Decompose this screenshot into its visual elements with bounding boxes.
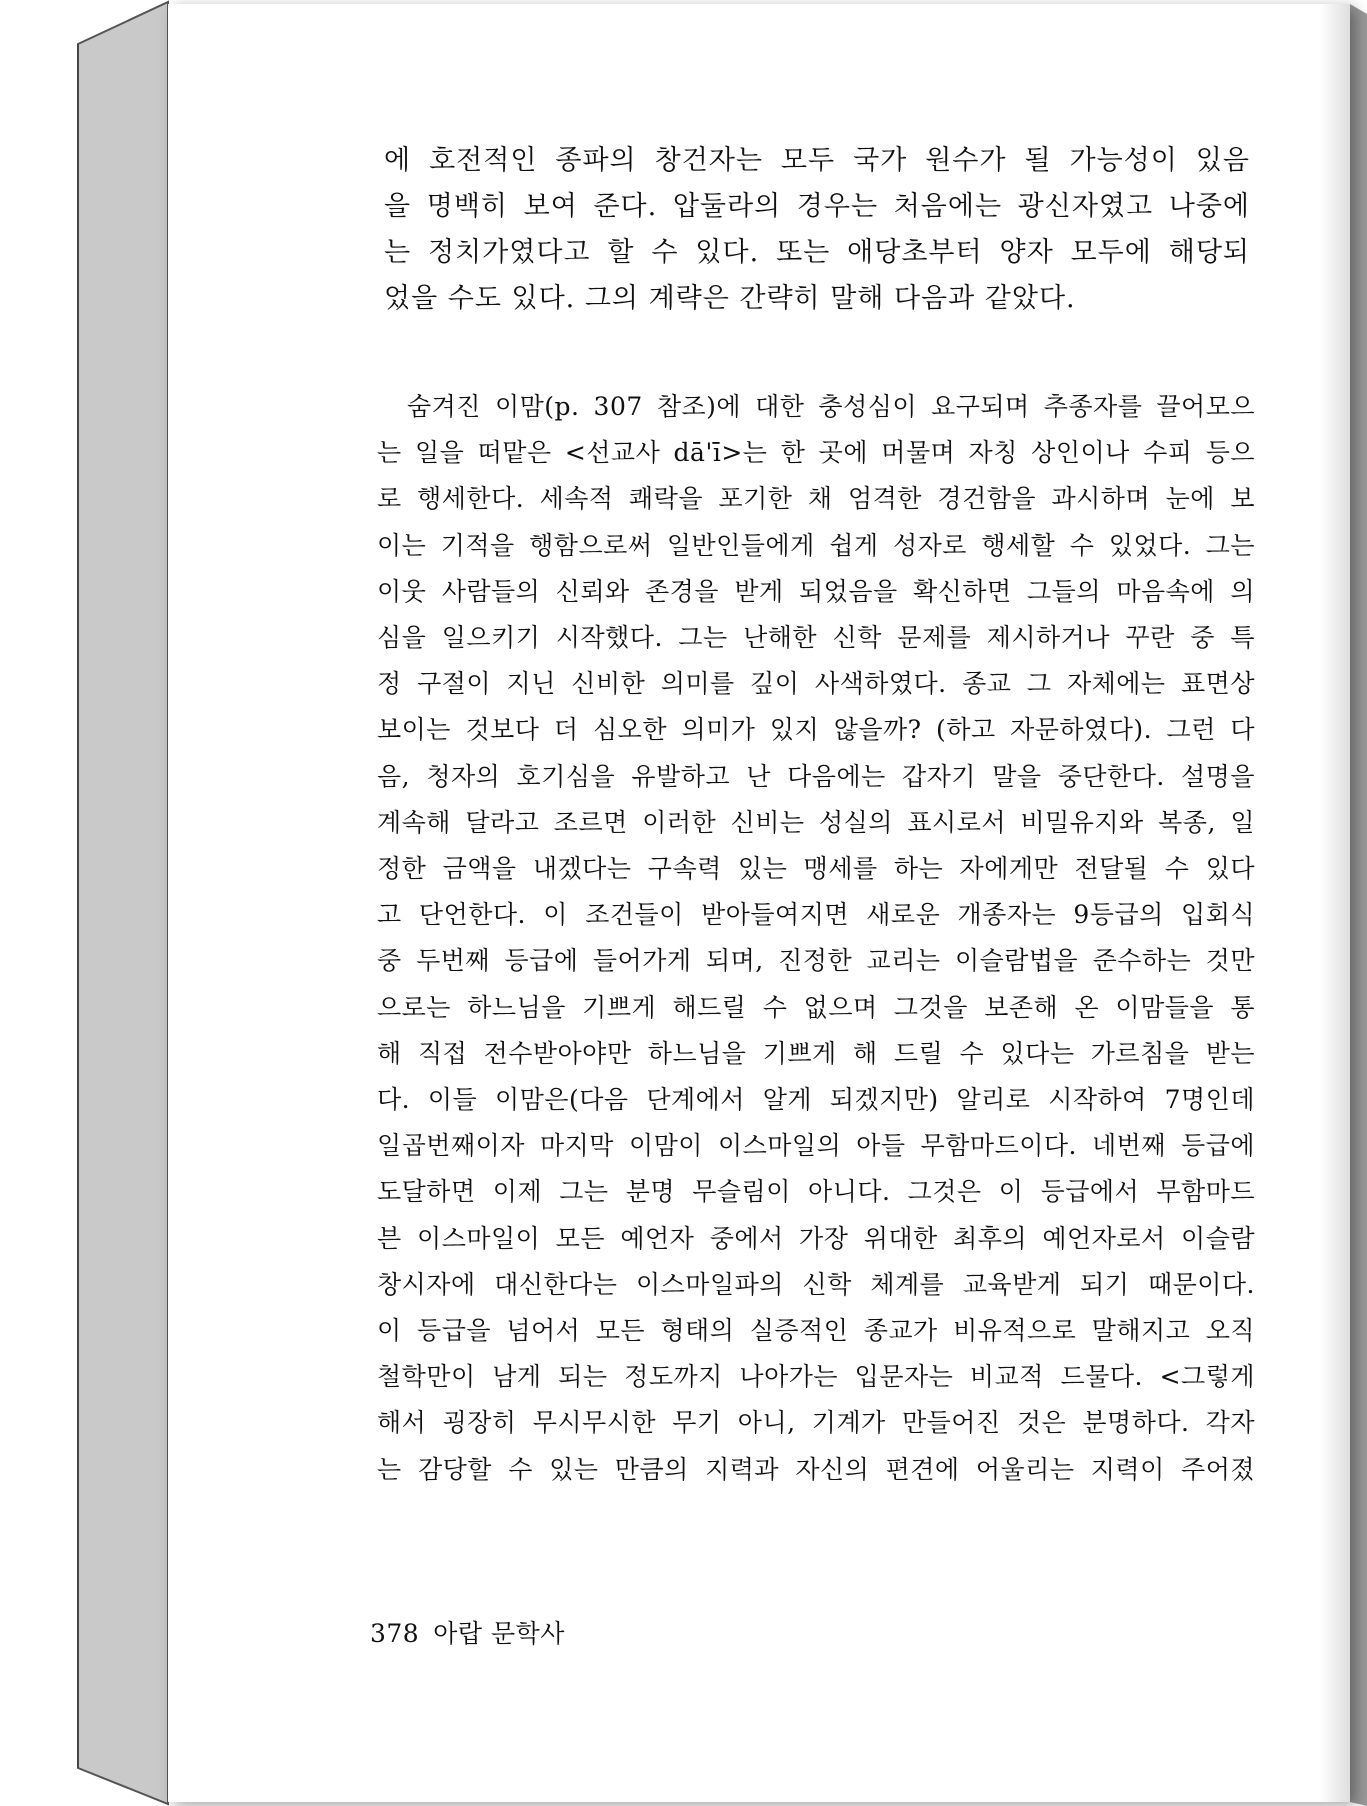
page-number: 378 bbox=[370, 1619, 420, 1648]
page-footer bbox=[370, 1614, 565, 1650]
quote-line: 고 단언한다. 이 조건들이 받아들여지면 새로운 개종자는 9등급의 입회식 bbox=[377, 900, 1255, 930]
intro-line: 었을 수도 있다. 그의 계략은 간략히 말해 다음과 같았다. bbox=[384, 283, 1076, 314]
intro-line: 을 명백히 보여 준다. 압둘라의 경우는 처음에는 광신자였고 나중에 bbox=[384, 191, 1250, 222]
quote-line: 정 구절이 지닌 신비한 의미를 깊이 사색하였다. 종교 그 자체에는 표면상 bbox=[377, 669, 1255, 699]
quote-line: 심을 일으키기 시작했다. 그는 난해한 신학 문제를 제시하거나 꾸란 중 특 bbox=[377, 623, 1255, 653]
quoted-passage bbox=[377, 384, 1255, 1493]
running-title: 아랍 문학사 bbox=[433, 1619, 565, 1648]
quote-line: 븐 이스마일이 모든 예언자 중에서 가장 위대한 최후의 예언자로서 이슬람 bbox=[377, 1223, 1255, 1253]
quote-line: 일곱번째이자 마지막 이맘이 이스마일의 아들 무함마드이다. 네번째 등급에 bbox=[377, 1131, 1255, 1161]
quote-line: 는 감당할 수 있는 만큼의 지력과 자신의 편견에 어울리는 지력이 주어졌 bbox=[377, 1454, 1255, 1484]
page-fold-shadow bbox=[1320, 4, 1350, 1802]
quote-line: 로 행세한다. 세속적 쾌락을 포기한 채 엄격한 경건함을 과시하며 눈에 보 bbox=[377, 484, 1255, 514]
quote-line: 다. 이들 이맘은(다음 단계에서 알게 되겠지만) 알리로 시작하여 7명인데 bbox=[377, 1085, 1255, 1115]
quote-line: 숨겨진 이맘(p. 307 참조)에 대한 충성심이 요구되며 추종자를 끌어모으 bbox=[407, 392, 1255, 421]
quote-line: 음, 청자의 호기심을 유발하고 난 다음에는 갑자기 말을 중단한다. 설명을 bbox=[377, 761, 1255, 791]
quote-line: 해 직접 전수받아야만 하느님을 기쁘게 해 드릴 수 있다는 가르침을 받는 bbox=[377, 1038, 1255, 1068]
book-page bbox=[168, 4, 1350, 1802]
quote-line: 철학만이 남게 되는 정도까지 나아가는 입문자는 비교적 드물다. <그렇게 bbox=[377, 1362, 1255, 1392]
quote-line: 이 등급을 넘어서 모든 형태의 실증적인 종교가 비유적으로 말해지고 오직 bbox=[377, 1316, 1255, 1346]
quote-line: 해서 굉장히 무시무시한 무기 아니, 기계가 만들어진 것은 분명하다. 각자 bbox=[377, 1408, 1255, 1438]
quote-line: 창시자에 대신한다는 이스마일파의 신학 체계를 교육받게 되기 때문이다. bbox=[377, 1269, 1255, 1299]
quote-line: 보이는 것보다 더 심오한 의미가 있지 않을까? (하고 자문하였다). 그런 다 bbox=[377, 715, 1255, 745]
intro-line: 에 호전적인 종파의 창건자는 모두 국가 원수가 될 가능성이 있음 bbox=[384, 145, 1250, 176]
quote-line: 이는 기적을 행함으로써 일반인들에게 쉽게 성자로 행세할 수 있었다. 그는 bbox=[377, 530, 1255, 560]
intro-line: 는 정치가였다고 할 수 있다. 또는 애당초부터 양자 모두에 해당되 bbox=[384, 237, 1250, 268]
intro-paragraph bbox=[384, 138, 1250, 322]
quote-line: 도달하면 이제 그는 분명 무슬림이 아니다. 그것은 이 등급에서 무함마드 bbox=[377, 1177, 1255, 1207]
quote-line: 정한 금액을 내겠다는 구속력 있는 맹세를 하는 자에게만 전달될 수 있다 bbox=[377, 854, 1255, 884]
quote-line: 으로는 하느님을 기쁘게 해드릴 수 없으며 그것을 보존해 온 이맘들을 통 bbox=[377, 992, 1255, 1022]
quote-line: 는 일을 떠맡은 <선교사 dā'ī>는 한 곳에 머물며 자칭 상인이나 수피 등으 bbox=[377, 438, 1255, 468]
quote-line: 중 두번째 등급에 들어가게 되며, 진정한 교리는 이슬람법을 준수하는 것만 bbox=[377, 946, 1255, 976]
quote-line: 이웃 사람들의 신뢰와 존경을 받게 되었음을 확신하면 그들의 마음속에 의 bbox=[377, 576, 1255, 606]
quote-line: 계속해 달라고 조르면 이러한 신비는 성실의 표시로서 비밀유지와 복종, 일 bbox=[377, 807, 1255, 837]
